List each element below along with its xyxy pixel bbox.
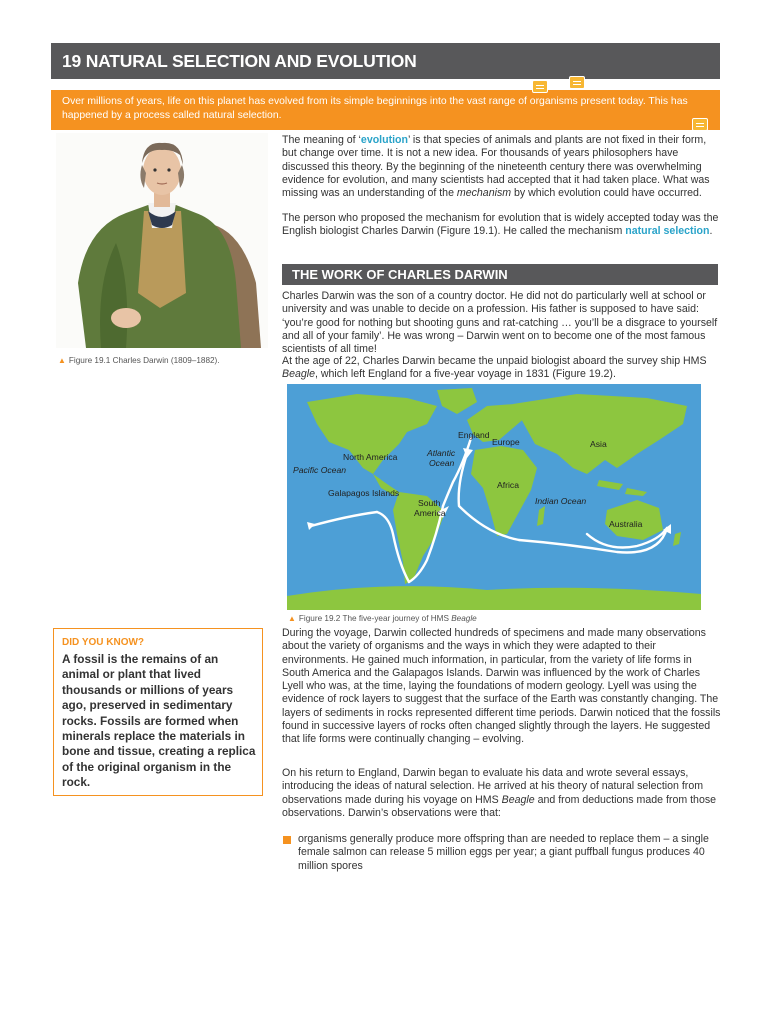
did-you-know-title: DID YOU KNOW? xyxy=(62,637,145,648)
note-icon[interactable] xyxy=(532,80,548,93)
figure-19-1-caption xyxy=(58,356,220,365)
label-atlantic: Atlantic xyxy=(427,448,456,458)
proposer-end: . xyxy=(709,225,713,238)
figure-19-2-caption xyxy=(288,614,477,623)
figure-19-1-caption-text: Figure 19.1 Charles Darwin (1809–1882). xyxy=(68,356,220,365)
label-africa: Africa xyxy=(497,480,519,490)
did-you-know-text: A fossil is the remains of an animal or plant that lived thousands or millions of years ago, preserved in sedimentary rocks. Fossils are formed when minerals replace the materials in bone and tissue, creating a replica of the original organism in the rock. xyxy=(62,652,256,790)
proposer-body: The person who proposed the mechanism for evolution that is widely accepted today was the English biologist Charles Darwin (Figure 19.1). He called the mechanism xyxy=(282,212,719,238)
label-galapagos: Galapagos Islands xyxy=(328,488,400,498)
label-australia: Australia xyxy=(609,519,643,529)
beagle-body: At the age of 22, Charles Darwin became the unpaid biologist aboard the survey ship HMS xyxy=(282,355,707,367)
label-indian-ocean: Indian Ocean xyxy=(535,496,587,506)
evolution-term: evolution xyxy=(360,134,409,146)
figure-19-2-ship: Beagle xyxy=(451,614,477,623)
label-south-america: America xyxy=(414,508,446,518)
label-pacific: Pacific Ocean xyxy=(293,465,347,475)
did-you-know-box xyxy=(53,628,263,796)
label-europe: Europe xyxy=(492,437,520,447)
meaning-body: ’ is that species of animals and plants are not fixed in their form, but change over time. It is not a new idea. For thousands of years philosophers have discussed this theory. By the beginning of the nineteenth century there was overwhelming evidence for evolution, and many scientists had accepted that it had taken place. What was missing was an understanding of the xyxy=(282,134,710,200)
beagle-voyage-map xyxy=(287,384,701,610)
beagle-ship-name: Beagle xyxy=(282,368,315,381)
darwin-portrait xyxy=(56,133,268,348)
label-south: South xyxy=(418,498,441,508)
voyage-text: During the voyage, Darwin collected hundreds of specimens and made many observations about the variety of organisms and the ways in which they were adapted to their environments. He gained much information, in particular, from the variety of life forms in South America and the Galapagos Islands. Darwin was influenced by the work of Charles Lyell who was, at the time, laying the foundations of modern geology. Lyell was using the evidence of rock layers to suggest that the surface of the Earth was constantly changing. The layers of sediments in rocks represented different time periods. Darwin noticed that the fossils found in successive layers of rocks often changed slightly through the layers. He suggested that life forms were continually changing – evolving. xyxy=(282,627,721,746)
label-england: England xyxy=(458,430,490,440)
mechanism-word: mechanism xyxy=(456,187,512,200)
natural-selection-term: natural selection xyxy=(625,225,710,238)
return-ship-name: Beagle xyxy=(501,793,535,806)
meaning-end: by which evolution could have occurred. xyxy=(511,187,702,200)
intro-text: Over millions of years, life on this planet has evolved from its simple beginnings into the vast range of organisms present today. This has happened by a process called natural selection. xyxy=(62,96,688,121)
return-end: and from deductions made from those observations. Darwin’s observations were that: xyxy=(282,793,717,819)
chapter-title: 19 NATURAL SELECTION AND EVOLUTION xyxy=(62,50,417,71)
darwin-bio-text: Charles Darwin was the son of a country doctor. He did not do particularly well at school or university and was unable to decide on a profession. His father is supposed to have said: ‘you’re good for nothing but shooting guns and rat-catching … you’ll be a disgrace to yourself and all of your family’. He was wrong – Darwin went on to become one of the most famous scientists of all time! xyxy=(282,290,718,356)
comment-icon[interactable] xyxy=(569,76,585,89)
caption-triangle-icon: ▲ xyxy=(58,356,66,365)
return-body: On his return to England, Darwin began to evaluate his data and wrote several essays, introducing the ideas of natural selection. He arrived at his theory of natural selection from observations made during his voyage on HMS xyxy=(282,767,704,806)
voyage-paragraph xyxy=(282,627,722,747)
observation-bullet xyxy=(298,833,718,873)
bullet-marker xyxy=(283,836,291,844)
observation-bullet-text: organisms generally produce more offspring than are needed to replace them – a single female salmon can release 5 million eggs per year; a giant puffball fungus produces 40 million spores xyxy=(298,833,709,872)
note-icon[interactable] xyxy=(692,118,708,131)
beagle-paragraph xyxy=(282,355,722,382)
beagle-end: , which left England for a five-year voyage in 1831 (Figure 19.2). xyxy=(315,368,616,381)
figure-19-2-caption-text: Figure 19.2 The five-year journey of HMS xyxy=(298,614,452,623)
section-heading-text: THE WORK OF CHARLES DARWIN xyxy=(292,267,508,282)
evolution-meaning-paragraph xyxy=(282,134,722,200)
label-atlantic-ocean: Ocean xyxy=(429,458,455,468)
label-asia: Asia xyxy=(590,439,607,449)
return-paragraph xyxy=(282,767,722,820)
caption-triangle-icon: ▲ xyxy=(288,614,296,623)
darwin-proposer-paragraph xyxy=(282,212,722,239)
chapter-title-bar xyxy=(51,43,720,79)
darwin-bio-paragraph xyxy=(282,290,722,356)
label-north-america: North America xyxy=(343,452,398,462)
section-heading xyxy=(282,264,718,285)
intro-banner xyxy=(51,90,720,130)
meaning-lead: The meaning of ‘ xyxy=(282,134,361,146)
